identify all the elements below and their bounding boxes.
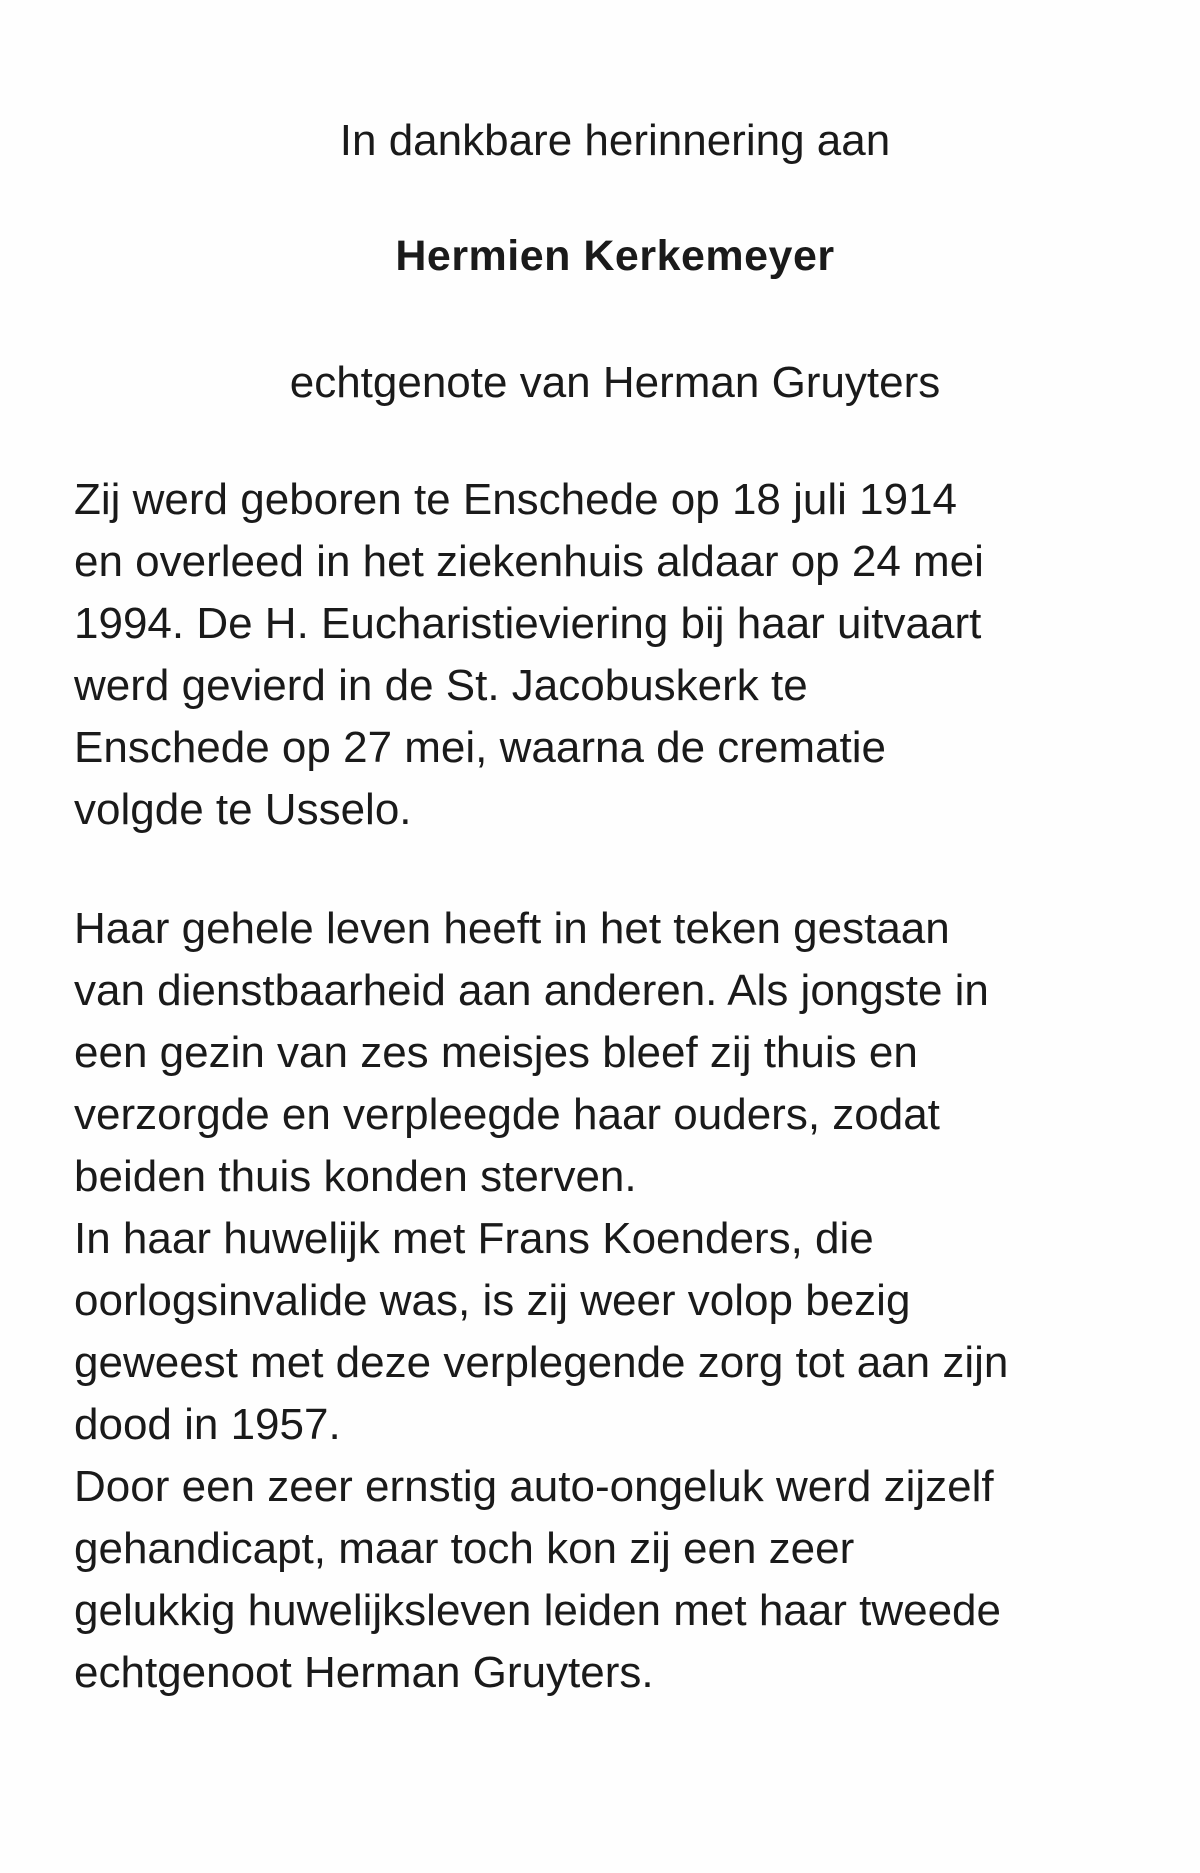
text-line: Enschede op 27 mei, waarna de crematie [74, 723, 887, 772]
text-line: Zij werd geboren te Enschede op 18 juli 1914 [74, 475, 958, 524]
text-line: beiden thuis konden sterven. [74, 1152, 637, 1201]
spouse-line: echtgenote van Herman Gruyters [289, 358, 941, 407]
text-line: een gezin van zes meisjes bleef zij thuis en [74, 1028, 918, 1077]
text-line: verzorgde en verpleegde haar ouders, zodat [74, 1090, 940, 1139]
text-line: oorlogsinvalide was, is zij weer volop bezig [74, 1276, 911, 1325]
text-line: dood in 1957. [74, 1400, 341, 1449]
text-line: werd gevierd in de St. Jacobuskerk te [74, 661, 808, 710]
biography-paragraph-2 [74, 898, 1174, 1704]
biography-paragraph-1 [74, 469, 1174, 841]
deceased-name: Hermien Kerkemeyer [395, 232, 835, 280]
text-line: geweest met deze verplegende zorg tot aan zijn [74, 1338, 1009, 1387]
text-line: en overleed in het ziekenhuis aldaar op 24 mei [74, 537, 984, 586]
text-line: gelukkig huwelijksleven leiden met haar tweede [74, 1586, 1001, 1635]
intro-heading: In dankbare herinnering aan [339, 116, 891, 165]
text-line: gehandicapt, maar toch kon zij een zeer [74, 1524, 855, 1573]
text-line: van dienstbaarheid aan anderen. Als jongste in [74, 966, 989, 1015]
text-line: Door een zeer ernstig auto-ongeluk werd zijzelf [74, 1462, 994, 1511]
text-line: Haar gehele leven heeft in het teken gestaan [74, 904, 950, 953]
text-line: 1994. De H. Eucharistieviering bij haar uitvaart [74, 599, 982, 648]
text-line: echtgenoot Herman Gruyters. [74, 1648, 654, 1697]
text-line: In haar huwelijk met Frans Koenders, die [74, 1214, 874, 1263]
text-line: volgde te Usselo. [74, 785, 412, 834]
